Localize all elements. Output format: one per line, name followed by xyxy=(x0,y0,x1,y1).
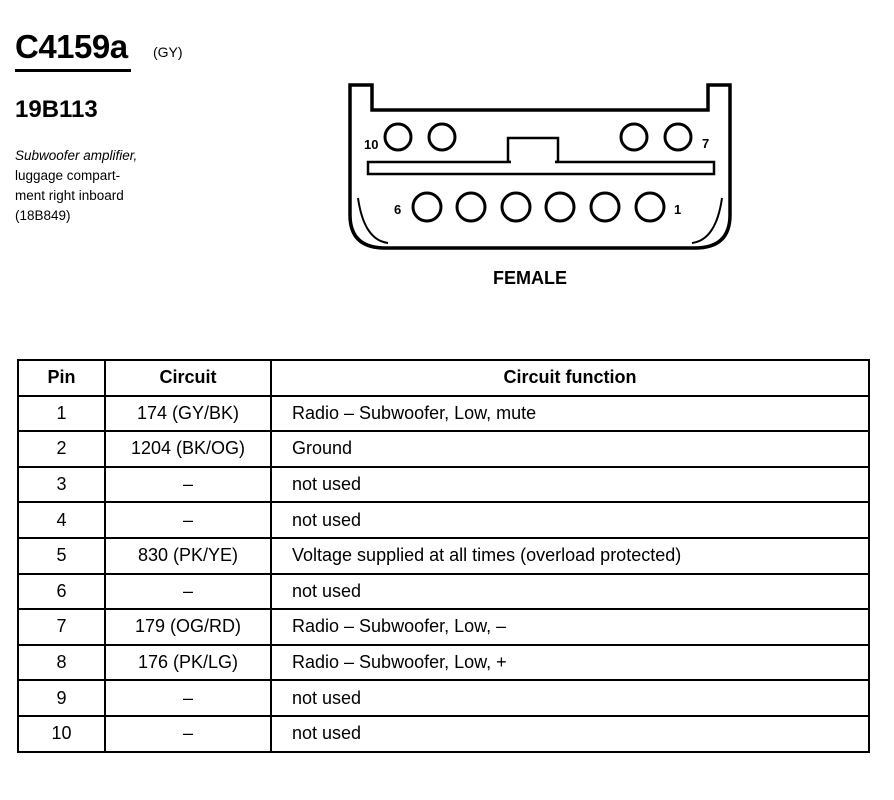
pin-number-cell: 5 xyxy=(18,538,105,574)
description-line: Subwoofer amplifier, xyxy=(15,148,138,163)
circuit-function-cell: Radio – Subwoofer, Low, mute xyxy=(271,396,869,432)
pin-number-cell: 6 xyxy=(18,574,105,610)
circuit-function-cell: not used xyxy=(271,467,869,503)
connector-face-diagram xyxy=(340,80,740,260)
circuit-function-cell: Voltage supplied at all times (overload protected) xyxy=(271,538,869,574)
pin-label-7: 7 xyxy=(702,136,710,151)
description-line: luggage compart- xyxy=(15,168,121,183)
pin-cavity-8 xyxy=(621,124,647,150)
table-row xyxy=(18,396,869,432)
pin-number-cell: 7 xyxy=(18,609,105,645)
table-row xyxy=(18,467,869,503)
circuit-function-cell: Ground xyxy=(271,431,869,467)
pin-cavity-3 xyxy=(546,193,574,221)
column-header-pin: Pin xyxy=(18,360,105,396)
circuit-cell: – xyxy=(105,502,271,538)
divider-bar-gap xyxy=(511,160,555,164)
pin-number-cell: 3 xyxy=(18,467,105,503)
table-row xyxy=(18,645,869,681)
circuit-cell: – xyxy=(105,680,271,716)
circuit-function-cell: not used xyxy=(271,574,869,610)
column-header-circuit-function: Circuit function xyxy=(271,360,869,396)
pin-cavity-1 xyxy=(636,193,664,221)
circuit-cell: 830 (PK/YE) xyxy=(105,538,271,574)
pin-cavity-7 xyxy=(665,124,691,150)
connector-color-code: (GY) xyxy=(153,44,183,60)
circuit-function-cell: Radio – Subwoofer, Low, + xyxy=(271,645,869,681)
pin-cavity-9 xyxy=(429,124,455,150)
connector-gender-label: FEMALE xyxy=(493,268,567,288)
pin-cavity-6 xyxy=(413,193,441,221)
circuit-function-cell: not used xyxy=(271,716,869,752)
table-row xyxy=(18,538,869,574)
component-description xyxy=(15,146,185,226)
component-id: 19B113 xyxy=(15,96,98,123)
connector-id: C4159a xyxy=(15,28,128,65)
circuit-cell: 176 (PK/LG) xyxy=(105,645,271,681)
pin-label-10: 10 xyxy=(364,137,379,152)
column-header-circuit: Circuit xyxy=(105,360,271,396)
table-row xyxy=(18,609,869,645)
circuit-function-cell: not used xyxy=(271,502,869,538)
connector-id-underline xyxy=(15,69,131,72)
pin-cavity-5 xyxy=(457,193,485,221)
housing-inner-curve-right xyxy=(692,198,722,243)
circuit-function-cell: not used xyxy=(271,680,869,716)
pin-cavity-10 xyxy=(385,124,411,150)
circuit-cell: – xyxy=(105,467,271,503)
circuit-cell: – xyxy=(105,716,271,752)
circuit-function-cell: Radio – Subwoofer, Low, – xyxy=(271,609,869,645)
pin-number-cell: 8 xyxy=(18,645,105,681)
circuit-cell: 174 (GY/BK) xyxy=(105,396,271,432)
housing-inner-curve-left xyxy=(358,198,388,243)
circuit-cell: 1204 (BK/OG) xyxy=(105,431,271,467)
pin-number-cell: 2 xyxy=(18,431,105,467)
pin-number-cell: 1 xyxy=(18,396,105,432)
table-row xyxy=(18,502,869,538)
pin-number-cell: 10 xyxy=(18,716,105,752)
circuit-cell: 179 (OG/RD) xyxy=(105,609,271,645)
pin-number-cell: 9 xyxy=(18,680,105,716)
pin-cavity-2 xyxy=(591,193,619,221)
pin-label-1: 1 xyxy=(674,202,682,217)
table-row xyxy=(18,716,869,752)
locking-tab xyxy=(508,138,558,162)
description-line: (18B849) xyxy=(15,208,71,223)
table-row xyxy=(18,680,869,716)
table-row xyxy=(18,574,869,610)
pin-number-cell: 4 xyxy=(18,502,105,538)
pin-label-6: 6 xyxy=(394,202,402,217)
description-line: ment right inboard xyxy=(15,188,124,203)
pin-cavity-4 xyxy=(502,193,530,221)
circuit-cell: – xyxy=(105,574,271,610)
table-row xyxy=(18,431,869,467)
table-header-row xyxy=(18,360,869,396)
pin-table xyxy=(17,359,870,753)
